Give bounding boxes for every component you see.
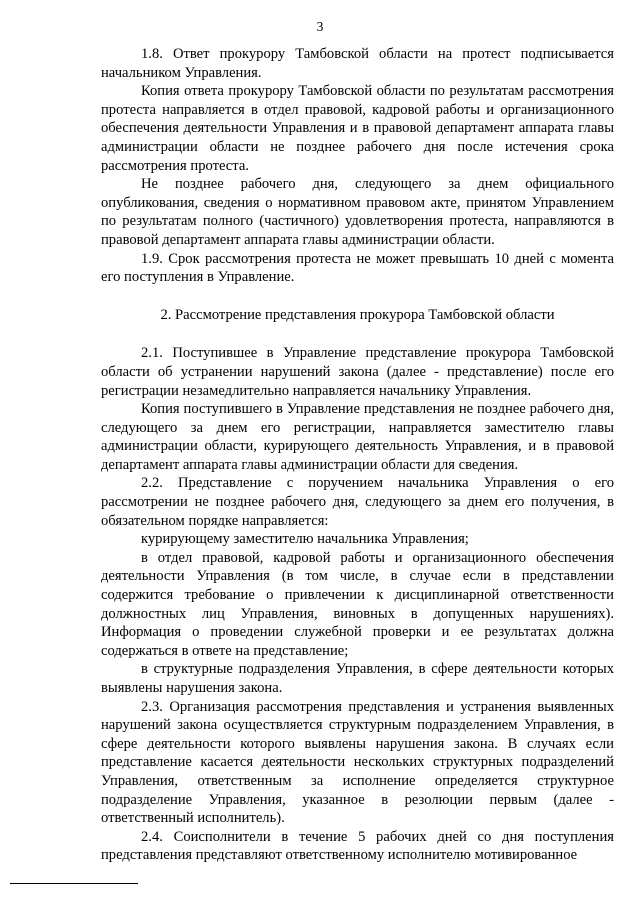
document-body xyxy=(101,45,614,865)
list-item-structural-units: в структурные подразделения Управления, в сфере деятельности которых выявлены нарушения закона. xyxy=(101,661,614,696)
paragraph-publication-info: Не позднее рабочего дня, следующего за днем официального опубликования, сведения о нормативном правовом акте, принятом Управлением по результатам полного (частичного) удовлетворения протеста, направляются в правовой департамент аппарата главы администрации области. xyxy=(101,176,614,248)
paragraph-2-2: 2.2. Представление с поручением начальника Управления о его рассмотрении не позднее рабочего дня, следующего за днем его получения, в обязательном порядке направляется: xyxy=(101,475,614,529)
section-2-heading: 2. Рассмотрение представления прокурора Тамбовской области xyxy=(160,306,555,323)
paragraph-2-3: 2.3. Организация рассмотрения представления и устранения выявленных нарушений закона осуществляется структурным подразделением Управления, в сфере деятельности которого выявлены нарушения закона. В случаях если представление касается деятельности нескольких структурных подразделений Управления, ответственным за исполнение определяется структурное подразделение Управления, указанное в резолюции первым (далее - ответственный исполнитель). xyxy=(101,698,614,827)
paragraph-copy-of-reply: Копия ответа прокурору Тамбовской области по результатам рассмотрения протеста направляется в отдел правовой, кадровой работы и организационного обеспечения деятельности Управления и в правовой департамент аппарата главы администрации области не позднее рабочего дня после истечения срока рассмотрения протеста. xyxy=(101,83,614,174)
list-item-deputy: курирующему заместителю начальника Управления; xyxy=(141,531,469,548)
paragraph-1-9: 1.9. Срок рассмотрения протеста не может превышать 10 дней с момента его поступления в Управление. xyxy=(101,250,614,286)
paragraph-2-4: 2.4. Соисполнители в течение 5 рабочих дней со дня поступления представления представляют ответственному исполнителю мотивированное xyxy=(101,828,614,864)
list-item-legal-department: в отдел правовой, кадровой работы и организационного обеспечения деятельности Управления (в том числе, в случае если в представлении содержится требование о привлечении к дисциплинарной ответственности должностных лиц Управления, виновных в допущенных нарушениях). Информация о проведении служебной проверки и ее результатах должна содержаться в ответе на представление; xyxy=(101,549,614,659)
paragraph-copy-of-representation: Копия поступившего в Управление представления не позднее рабочего дня, следующего за днем его регистрации, направляется заместителю главы администрации области, курирующего деятельность Управления, и в правовой департамент аппарата главы администрации области для сведения. xyxy=(101,401,614,473)
footnote-divider xyxy=(10,883,138,884)
page-number: 3 xyxy=(316,19,324,34)
paragraph-2-1: 2.1. Поступившее в Управление представление прокурора Тамбовской области об устранении нарушений закона (далее - представление) после его регистрации незамедлительно направляется начальнику Управления. xyxy=(101,345,614,399)
paragraph-1-8: 1.8. Ответ прокурору Тамбовской области на протест подписывается начальником Управления. xyxy=(101,46,614,81)
